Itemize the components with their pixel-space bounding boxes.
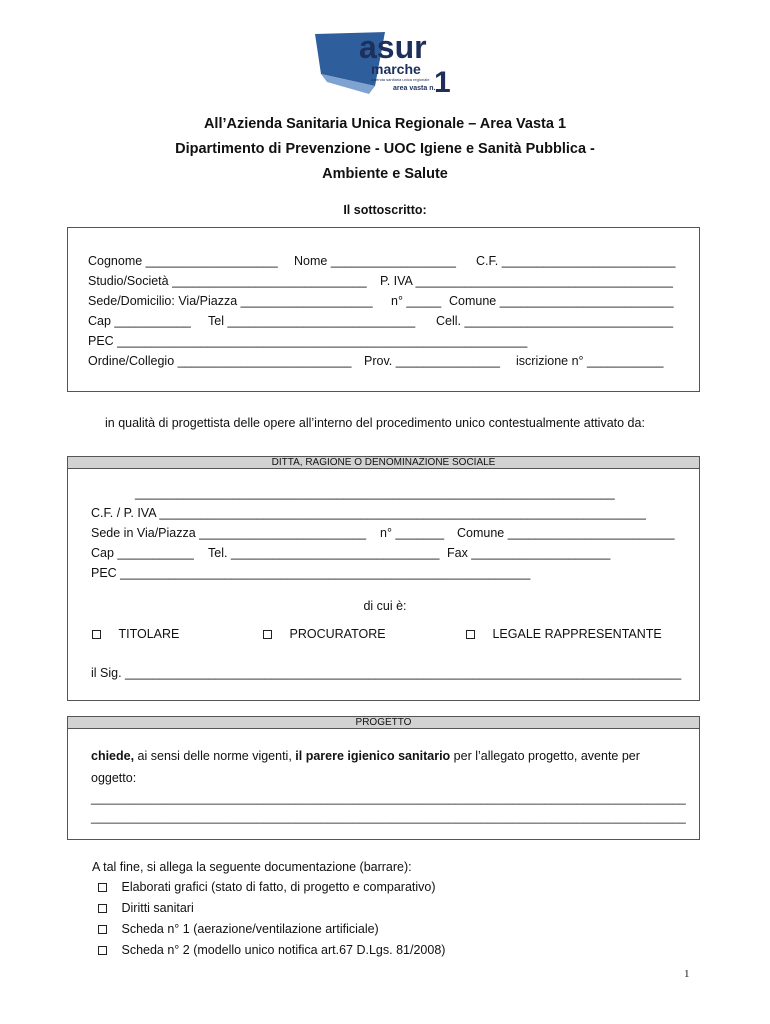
logo-region-text: marche [371, 61, 421, 77]
company-sede-field[interactable]: Sede in Via/Piazza ________________________ [91, 526, 367, 540]
parere-label: il parere igienico sanitario [295, 749, 451, 763]
project-section-header: PROGETTO [67, 716, 700, 729]
option-procuratore[interactable] [263, 624, 386, 644]
cognome-field[interactable]: Cognome ___________________ [88, 254, 278, 268]
sede-domicilio-field[interactable]: Sede/Domicilio: Via/Piazza ___________________ [88, 294, 373, 308]
company-cf-piva-field[interactable]: C.F. / P. IVA ______________________________________________________________________ [91, 506, 646, 520]
tel-field[interactable]: Tel ___________________________ [208, 314, 416, 328]
company-fax-field[interactable]: Fax ____________________ [447, 546, 611, 560]
checkbox-icon[interactable] [98, 883, 107, 892]
nome-field[interactable]: Nome __________________ [294, 254, 456, 268]
cap-field[interactable]: Cap ___________ [88, 314, 191, 328]
pec-field[interactable]: PEC ___________________________________________________________ [88, 334, 528, 348]
company-name-field[interactable]: _____________________________________________________________________ [135, 486, 615, 500]
company-section-header: DITTA, RAGIONE O DENOMINAZIONE SOCIALE [67, 456, 700, 469]
option-titolare[interactable] [92, 624, 179, 644]
attachment-item[interactable] [98, 919, 379, 939]
checkbox-icon[interactable] [263, 630, 272, 639]
request-text-part: ai sensi delle norme vigenti, [134, 749, 296, 763]
oggetto-label: oggetto: [91, 771, 137, 785]
logo-tagline-text: azienda sanitaria unica regionale [371, 77, 430, 82]
company-pec-field[interactable]: PEC ___________________________________________________________ [91, 566, 531, 580]
checkbox-icon[interactable] [98, 904, 107, 913]
of-whom-label: di cui è: [363, 599, 407, 613]
iscrizione-field[interactable]: iscrizione n° ___________ [516, 354, 664, 368]
logo-number-text: 1 [434, 66, 451, 99]
page-title: All’Azienda Sanitaria Unica Regionale – Area Vasta 1 [203, 116, 567, 132]
checkbox-icon[interactable] [466, 630, 475, 639]
attachment-item[interactable] [98, 940, 445, 960]
option-label: TITOLARE [118, 627, 180, 641]
logo-area-text: area vasta n. [393, 85, 436, 92]
project-request-text [91, 746, 640, 766]
piva-field[interactable]: P. IVA _____________________________________ [380, 274, 673, 288]
department-line-1: Dipartimento di Prevenzione - UOC Igiene e Sanità Pubblica - [175, 141, 595, 157]
checkbox-icon[interactable] [98, 946, 107, 955]
company-civic-number-field[interactable]: n° _______ [380, 526, 445, 540]
option-label: PROCURATORE [289, 627, 386, 641]
asur-marche-logo [315, 30, 455, 100]
attachment-label: Diritti sanitari [121, 901, 194, 915]
chiede-label: chiede, [91, 749, 135, 763]
request-text-part: per l’allegato progetto, avente per [450, 749, 640, 763]
option-legale-rappresentante[interactable] [466, 624, 662, 644]
role-statement: in qualità di progettista delle opere all’interno del procedimento unico contestualmente attivato da: [105, 416, 645, 430]
studio-societa-field[interactable]: Studio/Società ____________________________ [88, 274, 367, 288]
cell-field[interactable]: Cell. ______________________________ [436, 314, 674, 328]
attachment-item[interactable] [98, 877, 436, 897]
signor-field[interactable]: il Sig. ________________________________________________________________________________ [91, 666, 682, 680]
checkbox-icon[interactable] [98, 925, 107, 934]
company-comune-field[interactable]: Comune ________________________ [457, 526, 675, 540]
oggetto-line-2[interactable]: _____________________________________________________________________________________________ [91, 812, 686, 824]
cf-field[interactable]: C.F. _________________________ [476, 254, 676, 268]
comune-field[interactable]: Comune _________________________ [449, 294, 674, 308]
department-line-2: Ambiente e Salute [322, 166, 448, 182]
logo-main-text: asur [359, 30, 427, 65]
attachments-intro: A tal fine, si allega la seguente documentazione (barrare): [92, 860, 412, 874]
company-tel-field[interactable]: Tel. ______________________________ [208, 546, 440, 560]
attachment-item[interactable] [98, 898, 194, 918]
civic-number-field[interactable]: n° _____ [391, 294, 442, 308]
company-cap-field[interactable]: Cap ___________ [91, 546, 194, 560]
undersigned-label: Il sottoscritto: [343, 203, 427, 217]
page-number: 1 [684, 968, 690, 980]
option-label: LEGALE RAPPRESENTANTE [492, 627, 662, 641]
checkbox-icon[interactable] [92, 630, 101, 639]
attachment-label: Scheda n° 1 (aerazione/ventilazione artificiale) [121, 922, 379, 936]
attachment-label: Elaborati grafici (stato di fatto, di progetto e comparativo) [121, 880, 436, 894]
attachment-label: Scheda n° 2 (modello unico notifica art.67 D.Lgs. 81/2008) [121, 943, 446, 957]
provincia-field[interactable]: Prov. _______________ [364, 354, 500, 368]
ordine-collegio-field[interactable]: Ordine/Collegio _________________________ [88, 354, 352, 368]
oggetto-line-1[interactable]: _____________________________________________________________________________________________ [91, 793, 686, 805]
